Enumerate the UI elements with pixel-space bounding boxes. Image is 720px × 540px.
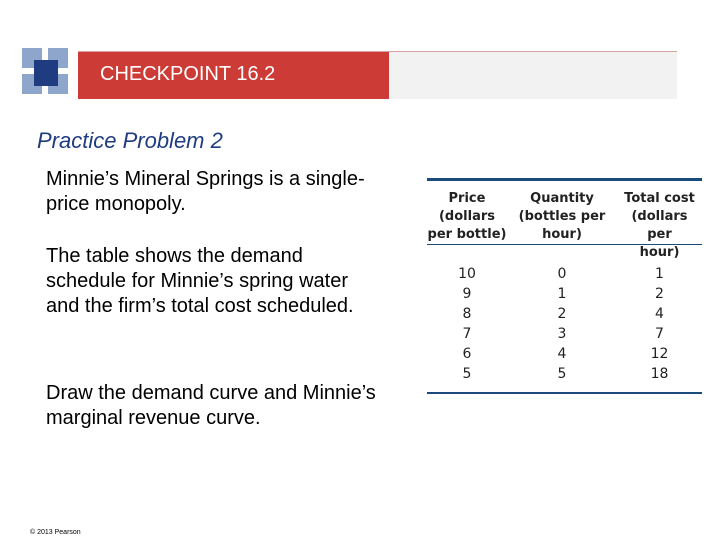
table-bottom-rule bbox=[427, 392, 702, 394]
column-header-total-cost: Total cost (dollars per hour) bbox=[624, 191, 695, 260]
table-cell-price: 5 bbox=[462, 366, 472, 382]
table-cell-price: 10 bbox=[458, 266, 476, 282]
table-cell-quantity: 5 bbox=[557, 366, 567, 382]
problem-paragraph-2: The table shows the demand schedule for Minnie’s spring water and the firm’s total cost scheduled. bbox=[46, 245, 354, 317]
table-cell-price: 6 bbox=[462, 346, 472, 362]
slide-title: CHECKPOINT 16.2 bbox=[100, 63, 276, 85]
demand-cost-table bbox=[427, 178, 702, 394]
problem-paragraph-1: Minnie’s Mineral Springs is a single-price monopoly. bbox=[46, 168, 365, 215]
table-cell-quantity: 1 bbox=[557, 286, 567, 302]
table-cell-quantity: 4 bbox=[557, 346, 567, 362]
table-cell-quantity: 3 bbox=[557, 326, 567, 342]
table-cell-total-cost: 2 bbox=[655, 286, 664, 302]
table-top-rule bbox=[427, 178, 702, 181]
table-cell-price: 7 bbox=[462, 326, 472, 342]
table-cell-total-cost: 18 bbox=[650, 366, 669, 382]
column-header-quantity: Quantity (bottles per hour) bbox=[518, 191, 606, 242]
problem-paragraph-3: Draw the demand curve and Minnie’s marginal revenue curve. bbox=[46, 382, 376, 429]
table-cell-total-cost: 7 bbox=[655, 326, 664, 342]
table-cell-price: 9 bbox=[462, 286, 472, 302]
table-header-rule bbox=[427, 244, 702, 245]
table-cell-total-cost: 4 bbox=[655, 306, 664, 322]
table-cell-total-cost: 1 bbox=[655, 266, 664, 282]
title-bar-extension bbox=[389, 52, 677, 99]
table-cell-quantity: 2 bbox=[557, 306, 567, 322]
copyright-footer: © 2013 Pearson bbox=[30, 529, 81, 536]
slide-subtitle: Practice Problem 2 bbox=[37, 128, 223, 153]
table-cell-quantity: 0 bbox=[557, 266, 567, 282]
column-header-price: Price (dollars per bottle) bbox=[427, 191, 507, 242]
table-cell-total-cost: 12 bbox=[650, 346, 669, 362]
table-cell-price: 8 bbox=[462, 306, 472, 322]
checkpoint-squares-logo-icon bbox=[0, 0, 80, 110]
